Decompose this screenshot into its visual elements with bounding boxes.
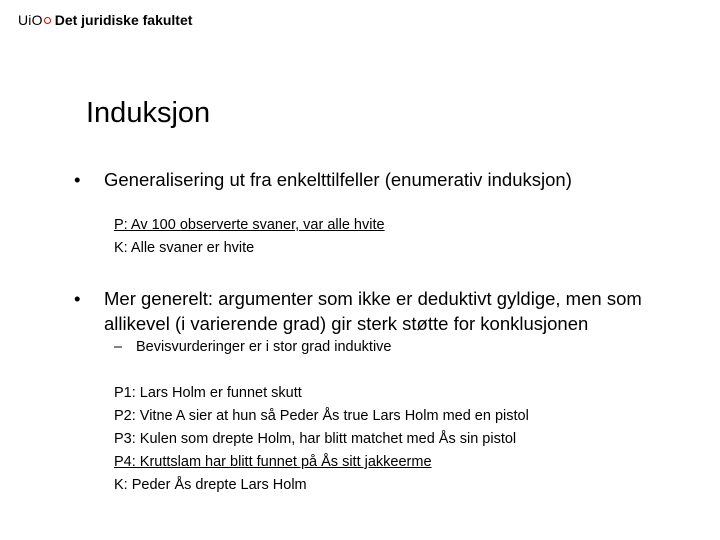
example2-conclusion: K: Peder Ås drepte Lars Holm — [114, 477, 307, 493]
dash-icon: – — [114, 339, 123, 355]
bullet-dot-icon: • — [74, 288, 81, 309]
faculty-name: Det juridiske fakultet — [54, 12, 193, 28]
example2-premise-1: P1: Lars Holm er funnet skutt — [114, 385, 302, 401]
uio-logo-mark-icon — [44, 17, 51, 24]
bullet-general-argument — [74, 286, 694, 336]
sub-bullet-evidence — [114, 336, 391, 359]
example2-premise-3: P3: Kulen som drepte Holm, har blitt matchet med Ås sin pistol — [114, 431, 517, 447]
example1-conclusion: K: Alle svaner er hvite — [114, 240, 255, 256]
bullet-text: Mer generelt: argumenter som ikke er deduktivt gyldige, men som allikevel (i varierende grad) gir sterk støtte for konklusjonen — [104, 288, 642, 334]
bullet-dot-icon: • — [74, 169, 81, 190]
slide-title: Induksjon — [86, 97, 211, 129]
example2-premise-2: P2: Vitne A sier at hun så Peder Ås true Lars Holm med en pistol — [114, 408, 529, 424]
example2-premise-4: P4: Kruttslam har blitt funnet på Ås sitt jakkeerme — [114, 454, 432, 470]
sub-bullet-text: Bevisvurderinger er i stor grad induktive — [136, 339, 392, 355]
header — [18, 9, 192, 31]
bullet-text: Generalisering ut fra enkelttilfeller (enumerativ induksjon) — [104, 169, 572, 190]
uio-logo: UiO — [18, 12, 43, 28]
bullet-enumerative-induction — [74, 167, 694, 193]
example1-premise: P: Av 100 observerte svaner, var alle hvite — [114, 217, 385, 233]
